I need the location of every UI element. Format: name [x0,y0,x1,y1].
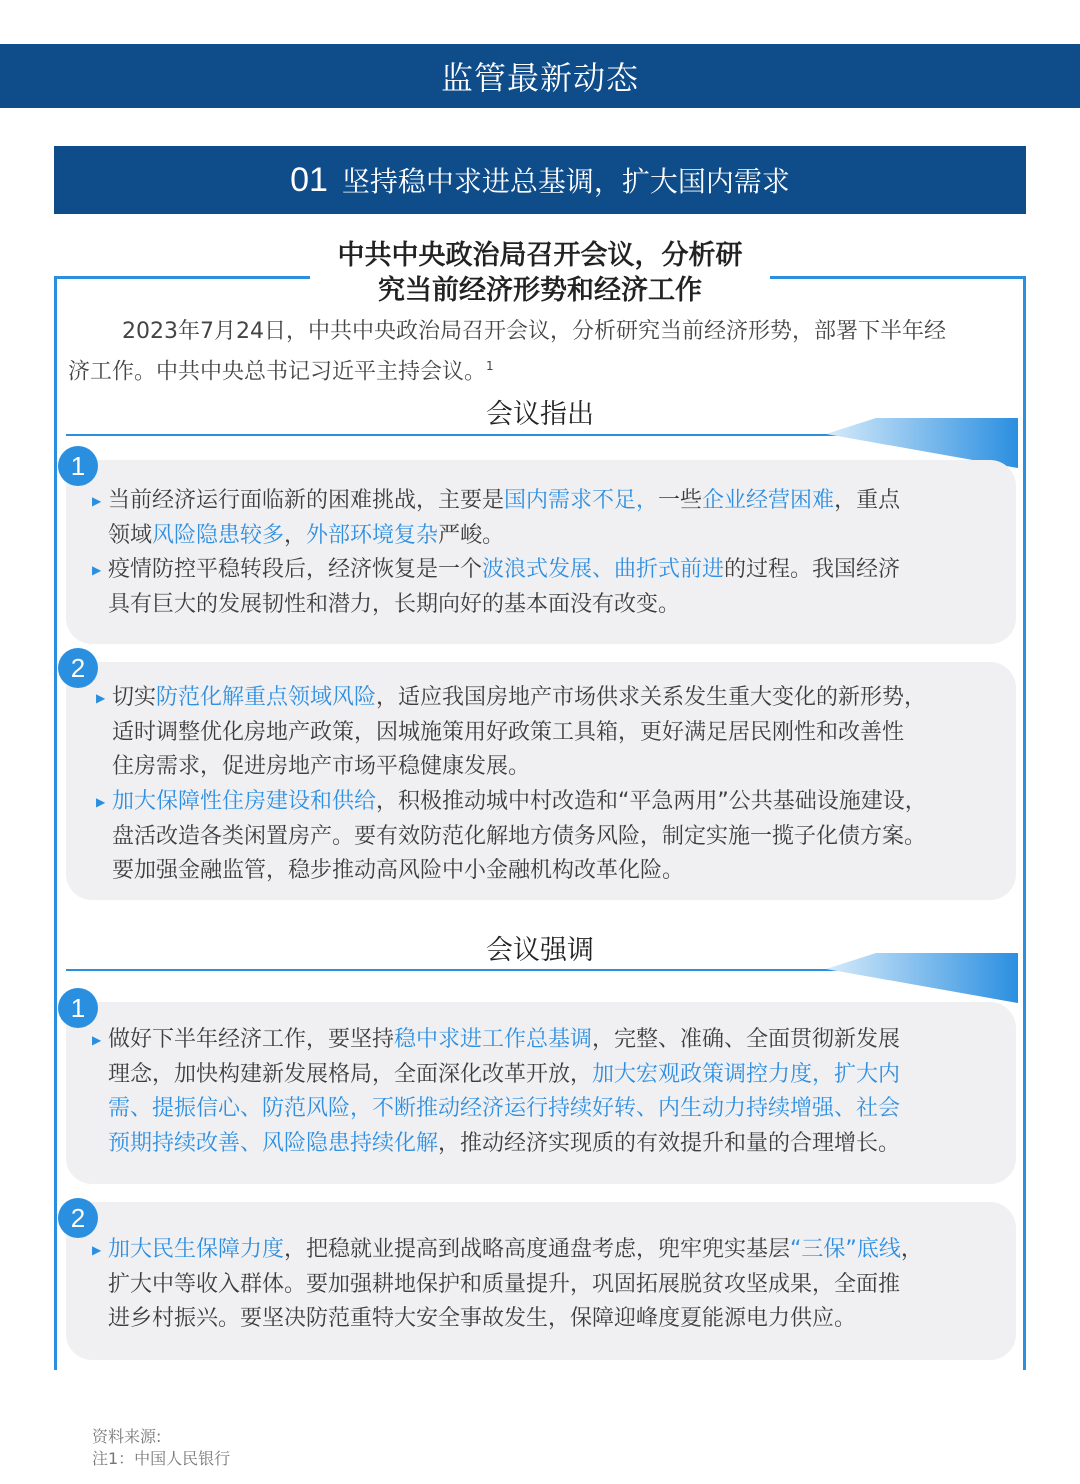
article-title-line-2: 究当前经济形势和经济工作 [378,275,702,306]
group1-card-2-item-2 [96,785,992,889]
highlight-run: 企业经营困难 [702,488,835,513]
highlight-run: 预期持续改善、风险隐患持续化解 [108,1130,439,1156]
highlight-run: 国内需求不足， [504,488,659,513]
text-run: ，推动经济实现质的有效提升和量的合理增长。 [438,1130,901,1156]
text-run: 住房需求，促进房地产市场平稳健康发展。 [112,754,531,779]
text-run: ，适应我国房地产市场供求关系发生重大变化的新形势， [376,685,927,710]
text-run: 适时调整优化房地产政策，因城施策用好政策工具箱，更好满足居民刚性和改善性 [112,719,905,745]
text-run: 当前经济运行面临新的困难挑战，主要是 [108,488,505,513]
text-run: ，重点 [834,488,901,513]
text-run: 领域 [108,522,153,548]
text-run: 理念，加快构建新发展格局，全面深化改革开放， [108,1061,593,1087]
group1-badge-1: 1 [58,446,98,486]
highlight-run: 风险隐患较多 [152,522,285,548]
text-run: 的过程。我国经济 [724,557,901,582]
bullet-arrow-icon: ▶ [92,1243,102,1257]
article-title-line-1: 中共中央政治局召开会议，分析研 [337,240,743,271]
text-run: 一些 [658,488,703,513]
highlight-run: 加大保障性住房建设和供给 [112,789,377,814]
section-number: 01 [290,160,328,199]
group1-rule [66,434,846,436]
highlight-run: 波浪式发展、曲折式前进 [482,557,725,582]
source-label: 资料来源: [92,1427,162,1446]
highlight-run: “三保”底线 [790,1237,901,1262]
group2-card-2-item-1 [92,1233,988,1337]
group2-badge-1: 1 [58,988,98,1028]
section-header [54,146,1026,214]
text-run: 要加强金融监管，稳步推动高风险中小金融机构改革化险。 [112,858,685,883]
group2-heading: 会议强调 [486,935,594,966]
text-run: ， [284,522,307,548]
text-run: ，完整、准确、全面贯彻新发展 [592,1027,901,1052]
group2-card-1-item-1 [92,1023,988,1161]
source-footnote: 注1：中国人民银行 [92,1449,231,1468]
group2-badge-2: 2 [58,1198,98,1238]
group1-heading: 会议指出 [486,399,594,430]
bullet-arrow-icon: ▶ [92,563,102,577]
bullet-arrow-icon: ▶ [96,691,106,705]
highlight-run: 外部环境复杂 [306,522,439,548]
article-intro [68,314,1018,389]
bullet-arrow-icon: ▶ [92,1033,102,1047]
group1-card-1-item-1 [92,484,988,553]
group1-badge-2: 2 [58,648,98,688]
page-banner [0,44,1080,108]
group1-card-1-item-2 [92,553,988,622]
text-run: 盘活改造各类闲置房产。要有效防范化解地方债务风险，制定实施一揽子化债方案。 [112,823,927,849]
highlight-run: 防范化解重点领域风险 [156,685,377,710]
text-run: 进乡村振兴。要坚决防范重特大安全事故发生，保障迎峰度夏能源电力供应。 [108,1306,857,1331]
text-run: ，把稳就业提高到战略高度通盘考虑，兜牢兜实基层 [284,1237,791,1262]
bullet-arrow-icon: ▶ [96,795,106,809]
highlight-run: 稳中求进工作总基调 [394,1027,593,1052]
text-run: ，积极推动城中村改造和“平急两用”公共基础设施建设， [376,789,927,814]
intro-line-1: 2023年7月24日，中共中央政治局召开会议，分析研究当前经济形势，部署下半年经 [122,319,946,344]
banner-title: 监管最新动态 [440,59,639,97]
group2-rule [66,969,846,971]
section-title: 坚持稳中求进总基调，扩大国内需求 [341,165,790,198]
group2-rule-wedge [826,953,1018,1003]
text-run: 具有巨大的发展韧性和潜力，长期向好的基本面没有改变。 [108,591,681,617]
article-title [300,238,780,308]
text-run: 严峻。 [438,522,505,548]
footnote-marker: 1 [486,359,494,373]
text-run: ， [900,1237,923,1262]
intro-line-2-wrap [68,349,1018,389]
text-run: 切实 [112,685,157,710]
highlight-run: 需、提振信心、防范风险，不断推动经济运行持续好转、内生动力持续增强、社会 [108,1096,901,1121]
highlight-run: 加大宏观政策调控力度，扩大内 [592,1061,901,1087]
bullet-arrow-icon: ▶ [92,494,102,508]
text-run: 扩大中等收入群体。要加强耕地保护和质量提升，巩固拓展脱贫攻坚成果，全面推 [108,1271,901,1297]
text-run: 做好下半年经济工作，要坚持 [108,1027,395,1052]
source-note [92,1426,230,1470]
highlight-run: 加大民生保障力度 [108,1237,285,1262]
intro-line-2: 济工作。中共中央总书记习近平主持会议。 [68,359,487,385]
group1-card-2-item-1 [96,681,992,785]
text-run: 疫情防控平稳转段后，经济恢复是一个 [108,557,483,582]
